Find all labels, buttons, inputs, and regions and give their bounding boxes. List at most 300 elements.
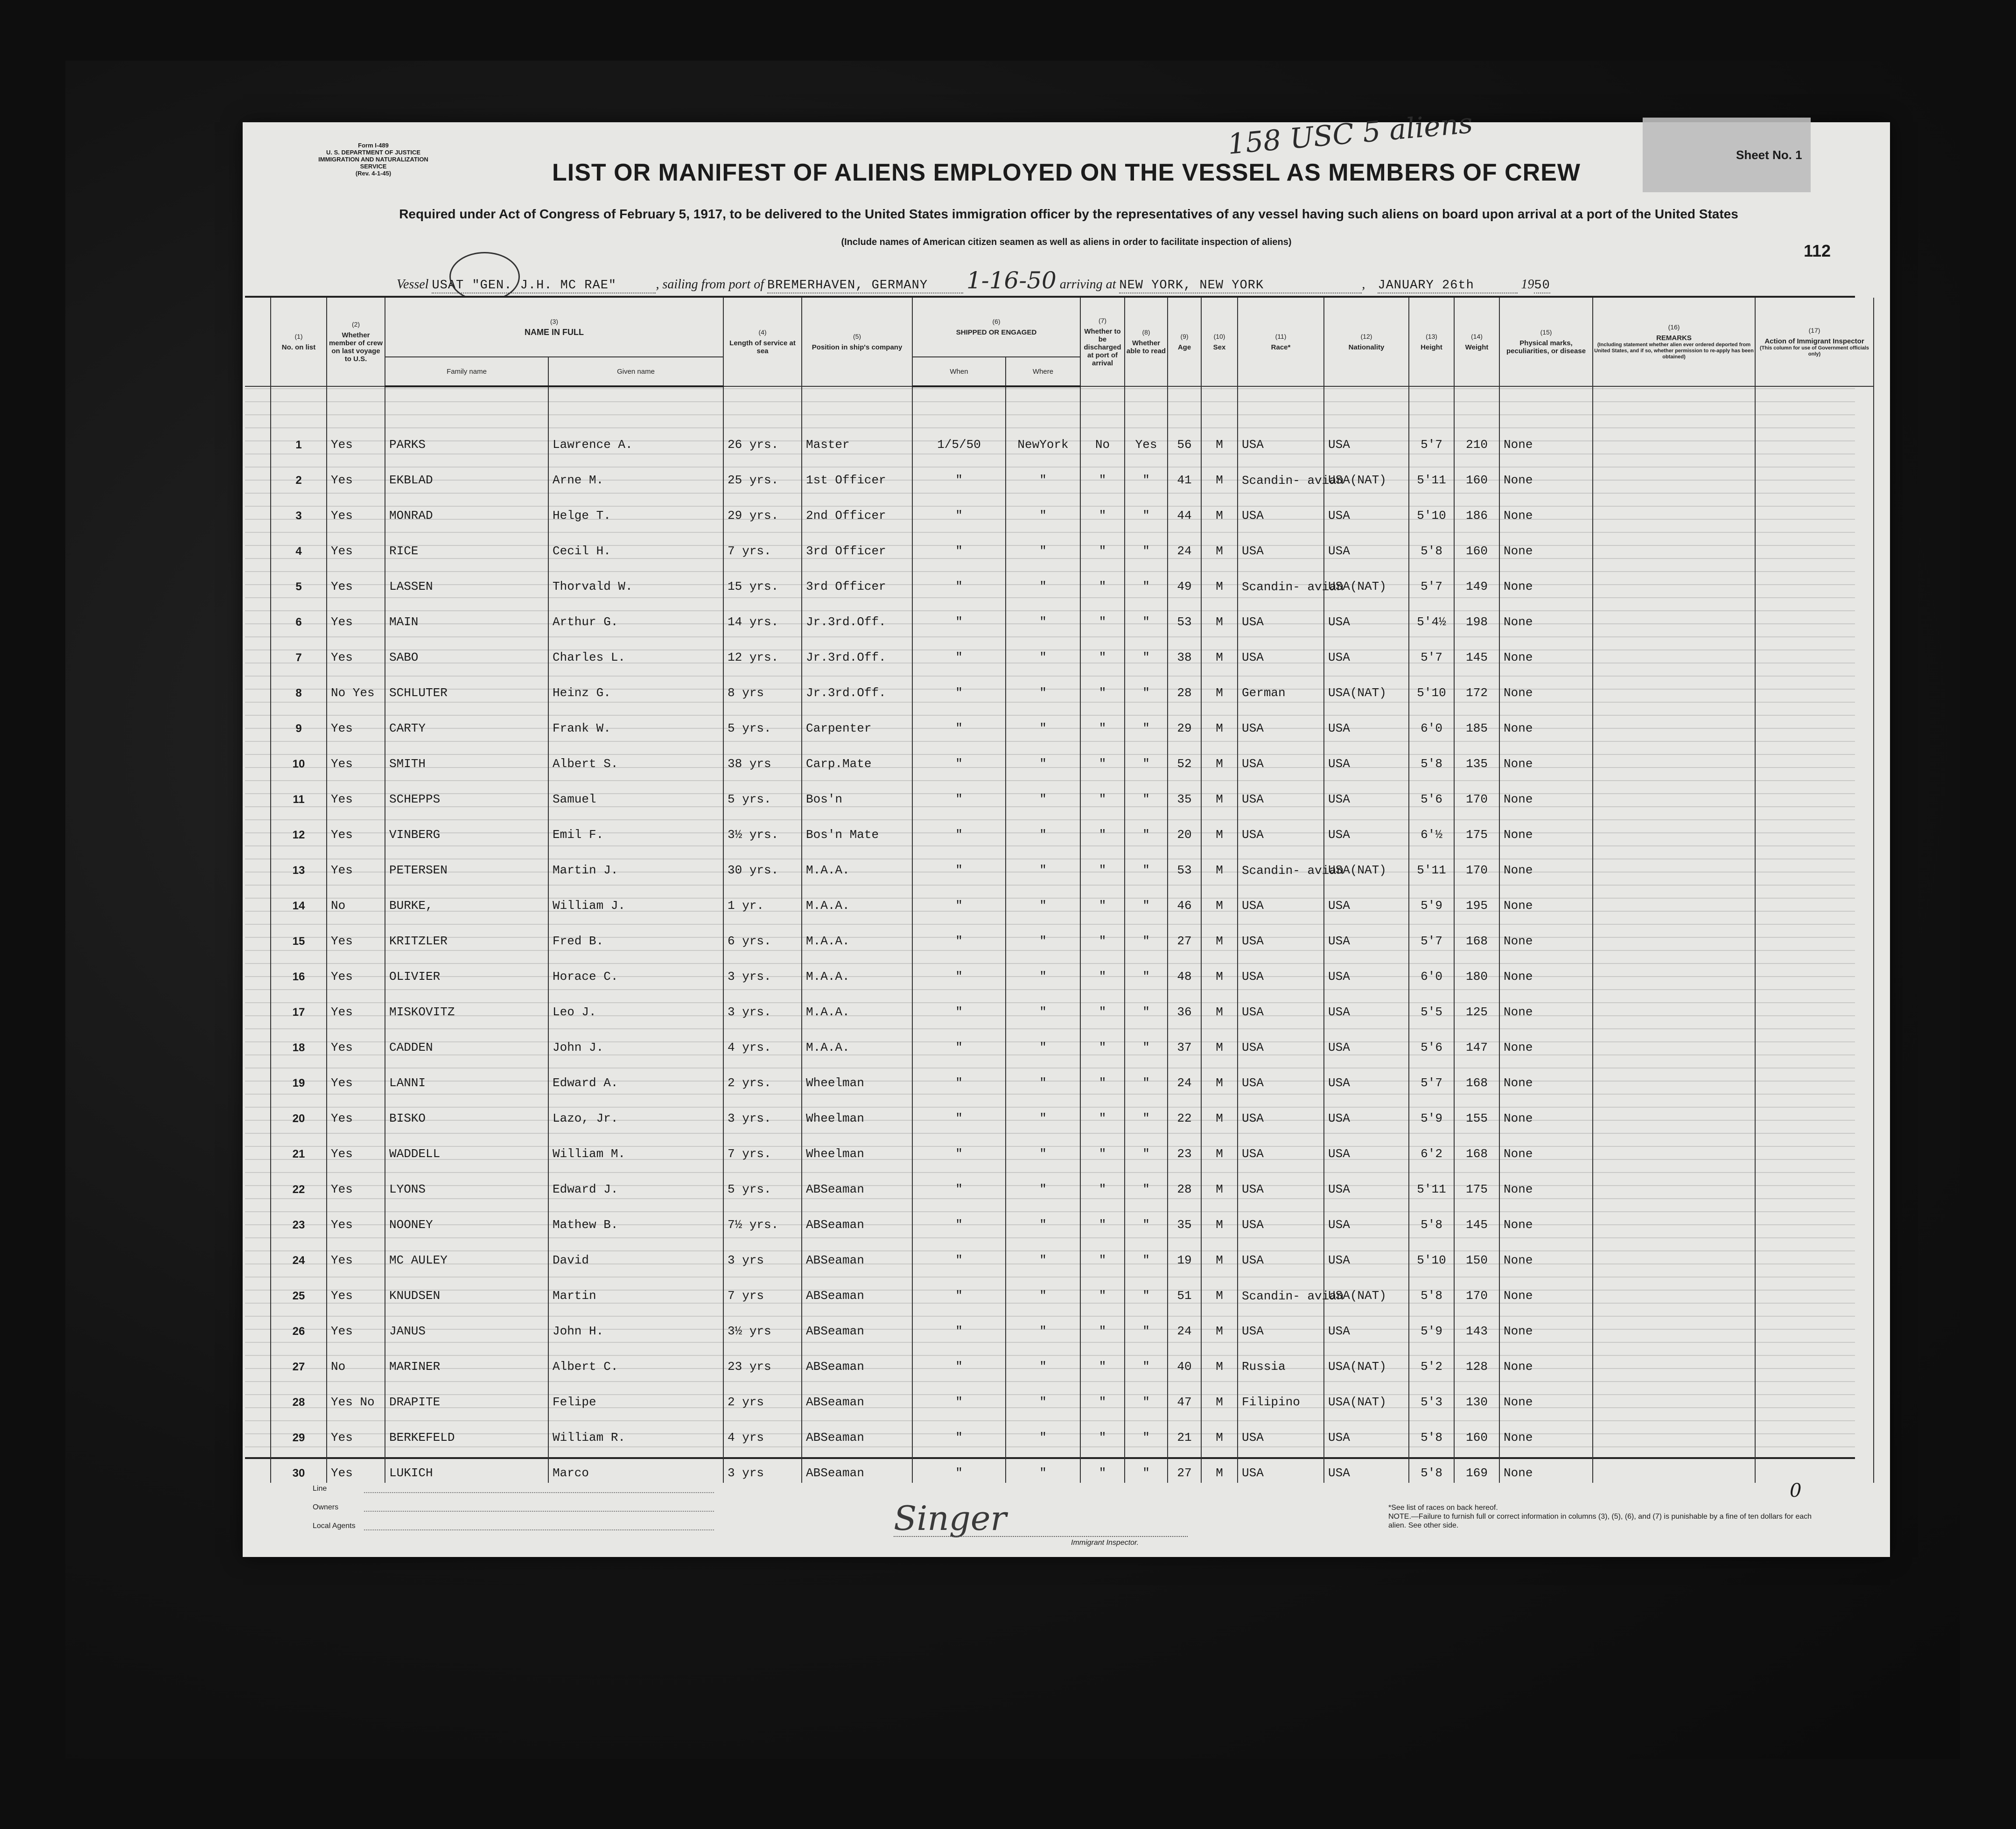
cell-shipped-when: ": [912, 1305, 1006, 1341]
cell-family-name: NOONEY: [385, 1199, 548, 1235]
cell-length-of-service: 4 yrs: [723, 1412, 802, 1447]
cell-remarks: [1593, 490, 1755, 525]
cell-discharged: ": [1080, 915, 1125, 951]
cell-race: USA: [1238, 774, 1324, 809]
cell-list-number: 29: [271, 1412, 327, 1447]
header-inspector-action: (17) Action of Immigrant Inspector (This column for use of Government officials only): [1755, 298, 1874, 386]
cell-position: M.A.A.: [802, 915, 912, 951]
row-spacer-cell: [245, 1412, 271, 1447]
row-spacer-cell: [245, 490, 271, 525]
form-department: U. S. DEPARTMENT OF JUSTICE: [326, 149, 420, 156]
cell-shipped-when: ": [912, 561, 1006, 596]
cell-position: Wheelman: [802, 1093, 912, 1128]
cell-list-number: 18: [271, 1022, 327, 1057]
cell-shipped-when: ": [912, 845, 1006, 880]
cell-race: USA: [1238, 525, 1324, 561]
cell-given-name: Marco: [548, 1447, 723, 1483]
cell-last-voyage: Yes: [327, 738, 385, 774]
cell-weight: 168: [1454, 1128, 1499, 1164]
cell-shipped-when: ": [912, 703, 1006, 738]
cell-length-of-service: 23 yrs: [723, 1341, 802, 1376]
cell-weight: 168: [1454, 1057, 1499, 1093]
cell-able-to-read: ": [1125, 1412, 1168, 1447]
cell-shipped-when: ": [912, 525, 1006, 561]
cell-length-of-service: 38 yrs: [723, 738, 802, 774]
cell-height: 5'7: [1409, 419, 1454, 454]
cell-given-name: Cecil H.: [548, 525, 723, 561]
row-spacer-cell: [245, 1341, 271, 1376]
cell-physical-marks: None: [1499, 774, 1593, 809]
cell-nationality: USA: [1324, 986, 1409, 1022]
cell-shipped-when: ": [912, 809, 1006, 845]
cell-family-name: MC AULEY: [385, 1235, 548, 1270]
row-spacer-cell: [245, 738, 271, 774]
cell-position: Jr.3rd.Off.: [802, 632, 912, 667]
cell-given-name: Fred B.: [548, 915, 723, 951]
cell-list-number: 17: [271, 986, 327, 1022]
cell-list-number: 10: [271, 738, 327, 774]
cell-given-name: Martin: [548, 1270, 723, 1305]
cell-shipped-when: ": [912, 667, 1006, 703]
cell-list-number: 5: [271, 561, 327, 596]
cell-last-voyage: Yes: [327, 1093, 385, 1128]
cell-list-number: 12: [271, 809, 327, 845]
vessel-name: USAT "GEN. J.H. MC RAE": [432, 279, 656, 293]
arrival-year-suffix: 50: [1534, 279, 1550, 293]
vessel-label: Vessel: [397, 277, 429, 292]
cell-shipped-where: ": [1006, 454, 1080, 490]
header-shipped-or-engaged: (6) SHIPPED OR ENGAGED: [912, 298, 1080, 357]
cell-able-to-read: ": [1125, 1022, 1168, 1057]
cell-remarks: [1593, 986, 1755, 1022]
table-row: [245, 525, 1874, 561]
cell-shipped-where: ": [1006, 667, 1080, 703]
cell-discharged: ": [1080, 596, 1125, 632]
cell-physical-marks: None: [1499, 1164, 1593, 1199]
cell-physical-marks: None: [1499, 1093, 1593, 1128]
cell-race: USA: [1238, 1164, 1324, 1199]
cell-race: Scandin- avian: [1238, 845, 1324, 880]
cell-age: 56: [1168, 419, 1201, 454]
cell-sex: M: [1201, 986, 1238, 1022]
cell-nationality: USA: [1324, 632, 1409, 667]
row-spacer-cell: [245, 1093, 271, 1128]
form-number: Form I-489: [358, 142, 389, 149]
cell-inspector-action: [1755, 738, 1874, 774]
corner-mark: 0: [1790, 1480, 1802, 1501]
cell-remarks: [1593, 419, 1755, 454]
cell-weight: 169: [1454, 1447, 1499, 1483]
cell-position: ABSeaman: [802, 1305, 912, 1341]
table-row: [245, 774, 1874, 809]
cell-nationality: USA: [1324, 1164, 1409, 1199]
cell-shipped-where: ": [1006, 1164, 1080, 1199]
inspector-label: Immigrant Inspector.: [1071, 1539, 1139, 1547]
cell-sex: M: [1201, 880, 1238, 915]
cell-physical-marks: None: [1499, 490, 1593, 525]
cell-shipped-when: ": [912, 1447, 1006, 1483]
table-row: [245, 880, 1874, 915]
cell-able-to-read: ": [1125, 525, 1168, 561]
cell-position: Bos'n: [802, 774, 912, 809]
cell-inspector-action: [1755, 915, 1874, 951]
cell-family-name: VINBERG: [385, 809, 548, 845]
cell-height: 5'8: [1409, 1412, 1454, 1447]
cell-physical-marks: None: [1499, 525, 1593, 561]
cell-inspector-action: [1755, 1057, 1874, 1093]
cell-shipped-when: ": [912, 1341, 1006, 1376]
cell-height: 5'11: [1409, 845, 1454, 880]
cell-remarks: [1593, 703, 1755, 738]
cell-race: USA: [1238, 596, 1324, 632]
cell-age: 24: [1168, 1305, 1201, 1341]
cell-discharged: ": [1080, 1412, 1125, 1447]
cell-shipped-when: ": [912, 1412, 1006, 1447]
cell-given-name: William J.: [548, 880, 723, 915]
cell-nationality: USA(NAT): [1324, 561, 1409, 596]
cell-weight: 145: [1454, 632, 1499, 667]
cell-age: 41: [1168, 454, 1201, 490]
cell-inspector-action: [1755, 667, 1874, 703]
cell-shipped-where: ": [1006, 703, 1080, 738]
cell-able-to-read: ": [1125, 1093, 1168, 1128]
header-list-number: (1) No. on list: [271, 298, 327, 386]
cell-last-voyage: Yes: [327, 1270, 385, 1305]
cell-list-number: 11: [271, 774, 327, 809]
table-row: [245, 1235, 1874, 1270]
cell-shipped-when: ": [912, 951, 1006, 986]
cell-list-number: 8: [271, 667, 327, 703]
header-inspector-sub: (This column for use of Government officials only): [1759, 345, 1869, 357]
table-row: [245, 1341, 1874, 1376]
cell-inspector-action: [1755, 809, 1874, 845]
cell-last-voyage: Yes: [327, 490, 385, 525]
cell-position: ABSeaman: [802, 1199, 912, 1235]
cell-physical-marks: None: [1499, 845, 1593, 880]
cell-inspector-action: [1755, 1270, 1874, 1305]
cell-last-voyage: Yes: [327, 845, 385, 880]
header-discharged: (7) Whether to be discharged at port of arrival: [1080, 298, 1125, 386]
cell-able-to-read: ": [1125, 915, 1168, 951]
cell-position: Bos'n Mate: [802, 809, 912, 845]
cell-nationality: USA: [1324, 915, 1409, 951]
cell-nationality: USA(NAT): [1324, 1341, 1409, 1376]
cell-height: 6'0: [1409, 951, 1454, 986]
cell-inspector-action: [1755, 1093, 1874, 1128]
cell-able-to-read: ": [1125, 1199, 1168, 1235]
cell-weight: 186: [1454, 490, 1499, 525]
table-row: [245, 1057, 1874, 1093]
table-row: [245, 454, 1874, 490]
row-spacer-cell: [245, 915, 271, 951]
cell-given-name: Martin J.: [548, 845, 723, 880]
cell-inspector-action: [1755, 1022, 1874, 1057]
cell-physical-marks: None: [1499, 986, 1593, 1022]
cell-shipped-when: ": [912, 1022, 1006, 1057]
row-spacer-cell: [245, 880, 271, 915]
cell-length-of-service: 2 yrs: [723, 1376, 802, 1412]
cell-height: 5'8: [1409, 525, 1454, 561]
cell-sex: M: [1201, 1199, 1238, 1235]
row-spacer-cell: [245, 809, 271, 845]
cell-physical-marks: None: [1499, 915, 1593, 951]
cell-length-of-service: 8 yrs: [723, 667, 802, 703]
cell-length-of-service: 4 yrs.: [723, 1022, 802, 1057]
row-spacer-cell: [245, 525, 271, 561]
cell-able-to-read: ": [1125, 1235, 1168, 1270]
document-title: LIST OR MANIFEST OF ALIENS EMPLOYED ON THE VESSEL AS MEMBERS OF CREW: [552, 159, 1581, 186]
cell-given-name: Emil F.: [548, 809, 723, 845]
cell-length-of-service: 7 yrs.: [723, 525, 802, 561]
cell-physical-marks: None: [1499, 667, 1593, 703]
cell-length-of-service: 26 yrs.: [723, 419, 802, 454]
cell-given-name: John H.: [548, 1305, 723, 1341]
cell-age: 19: [1168, 1235, 1201, 1270]
cell-weight: 170: [1454, 845, 1499, 880]
cell-shipped-where: ": [1006, 951, 1080, 986]
cell-family-name: RICE: [385, 525, 548, 561]
cell-race: USA: [1238, 1022, 1324, 1057]
cell-race: Scandin- avian: [1238, 561, 1324, 596]
cell-discharged: ": [1080, 1022, 1125, 1057]
cell-length-of-service: 3½ yrs.: [723, 809, 802, 845]
cell-weight: 195: [1454, 880, 1499, 915]
cell-given-name: William M.: [548, 1128, 723, 1164]
cell-inspector-action: [1755, 419, 1874, 454]
cell-inspector-action: [1755, 880, 1874, 915]
cell-height: 5'8: [1409, 1199, 1454, 1235]
cell-physical-marks: None: [1499, 1235, 1593, 1270]
cell-position: 3rd Officer: [802, 561, 912, 596]
cell-sex: M: [1201, 1128, 1238, 1164]
cell-physical-marks: None: [1499, 1022, 1593, 1057]
cell-length-of-service: 5 yrs.: [723, 703, 802, 738]
cell-inspector-action: [1755, 986, 1874, 1022]
cell-inspector-action: [1755, 454, 1874, 490]
signature-line: [894, 1536, 1188, 1537]
cell-age: 44: [1168, 490, 1201, 525]
cell-nationality: USA(NAT): [1324, 1270, 1409, 1305]
cell-race: USA: [1238, 738, 1324, 774]
cell-nationality: USA: [1324, 1447, 1409, 1483]
header-age: (9) Age: [1168, 298, 1201, 386]
cell-position: M.A.A.: [802, 845, 912, 880]
cell-last-voyage: Yes: [327, 1164, 385, 1199]
cell-shipped-where: ": [1006, 845, 1080, 880]
cell-shipped-where: ": [1006, 1235, 1080, 1270]
cell-remarks: [1593, 1376, 1755, 1412]
cell-weight: 155: [1454, 1093, 1499, 1128]
line-label: Line: [313, 1485, 327, 1493]
cell-last-voyage: Yes: [327, 1128, 385, 1164]
cell-given-name: Heinz G.: [548, 667, 723, 703]
cell-able-to-read: ": [1125, 561, 1168, 596]
penalty-note: NOTE.—Failure to furnish full or correct information in columns (3), (5), (6), and (7) is punishable by a fine of ten dollars for each alien. See other side.: [1388, 1513, 1812, 1529]
cell-position: ABSeaman: [802, 1412, 912, 1447]
cell-able-to-read: ": [1125, 951, 1168, 986]
cell-length-of-service: 3 yrs: [723, 1447, 802, 1483]
cell-shipped-where: ": [1006, 1057, 1080, 1093]
header-height: (13) Height: [1409, 298, 1454, 386]
cell-shipped-where: ": [1006, 1022, 1080, 1057]
cell-sex: M: [1201, 1341, 1238, 1376]
cell-last-voyage: Yes: [327, 1412, 385, 1447]
table-row: [245, 561, 1874, 596]
cell-length-of-service: 15 yrs.: [723, 561, 802, 596]
cell-position: M.A.A.: [802, 986, 912, 1022]
crew-manifest-table: [245, 298, 1874, 1483]
cell-position: 1st Officer: [802, 454, 912, 490]
header-remarks-sub: (Including statement whether alien ever ordered deported from United States, and if so, whether permission to re-apply has been obtained): [1594, 342, 1754, 360]
cell-position: M.A.A.: [802, 1022, 912, 1057]
header-position: (5) Position in ship's company: [802, 298, 912, 386]
cell-given-name: Felipe: [548, 1376, 723, 1412]
cell-remarks: [1593, 1164, 1755, 1199]
cell-list-number: 4: [271, 525, 327, 561]
cell-length-of-service: 7½ yrs.: [723, 1199, 802, 1235]
cell-sex: M: [1201, 1164, 1238, 1199]
cell-discharged: ": [1080, 1128, 1125, 1164]
cell-position: ABSeaman: [802, 1270, 912, 1305]
cell-nationality: USA: [1324, 703, 1409, 738]
cell-nationality: USA: [1324, 738, 1409, 774]
cell-last-voyage: Yes: [327, 703, 385, 738]
cell-position: Wheelman: [802, 1128, 912, 1164]
cell-last-voyage: No: [327, 880, 385, 915]
cell-nationality: USA: [1324, 1093, 1409, 1128]
header-given-name: Given name: [548, 357, 723, 386]
cell-physical-marks: None: [1499, 1199, 1593, 1235]
cell-height: 5'10: [1409, 1235, 1454, 1270]
cell-list-number: 27: [271, 1341, 327, 1376]
cell-list-number: 30: [271, 1447, 327, 1483]
cell-shipped-when: ": [912, 738, 1006, 774]
cell-race: USA: [1238, 490, 1324, 525]
table-row: [245, 986, 1874, 1022]
cell-position: M.A.A.: [802, 951, 912, 986]
cell-family-name: DRAPITE: [385, 1376, 548, 1412]
manifest-footer: [245, 1457, 1855, 1555]
cell-able-to-read: ": [1125, 738, 1168, 774]
cell-last-voyage: Yes: [327, 986, 385, 1022]
header-length-of-service: (4) Length of service at sea: [723, 298, 802, 386]
cell-discharged: ": [1080, 454, 1125, 490]
cell-able-to-read: ": [1125, 667, 1168, 703]
cell-position: Jr.3rd.Off.: [802, 596, 912, 632]
cell-weight: 143: [1454, 1305, 1499, 1341]
cell-able-to-read: ": [1125, 1305, 1168, 1341]
cell-sex: M: [1201, 1305, 1238, 1341]
table-row: [245, 915, 1874, 951]
cell-list-number: 9: [271, 703, 327, 738]
cell-age: 49: [1168, 561, 1201, 596]
cell-nationality: USA: [1324, 951, 1409, 986]
cell-physical-marks: None: [1499, 738, 1593, 774]
cell-race: Scandin- avian: [1238, 454, 1324, 490]
cell-weight: 175: [1454, 809, 1499, 845]
cell-sex: M: [1201, 845, 1238, 880]
cell-able-to-read: ": [1125, 1057, 1168, 1093]
cell-remarks: [1593, 1093, 1755, 1128]
cell-weight: 135: [1454, 738, 1499, 774]
cell-age: 51: [1168, 1270, 1201, 1305]
cell-shipped-when: ": [912, 986, 1006, 1022]
header-physical-marks: (15) Physical marks, peculiarities, or disease: [1499, 298, 1593, 386]
cell-weight: 170: [1454, 1270, 1499, 1305]
cell-discharged: ": [1080, 809, 1125, 845]
cell-list-number: 13: [271, 845, 327, 880]
cell-given-name: Lawrence A.: [548, 419, 723, 454]
cell-inspector-action: [1755, 1164, 1874, 1199]
table-row: [245, 1270, 1874, 1305]
row-spacer-cell: [245, 419, 271, 454]
cell-discharged: ": [1080, 1341, 1125, 1376]
table-row: [245, 1199, 1874, 1235]
cell-list-number: 2: [271, 454, 327, 490]
cell-shipped-when: ": [912, 490, 1006, 525]
cell-shipped-where: ": [1006, 525, 1080, 561]
cell-discharged: ": [1080, 1057, 1125, 1093]
cell-height: 5'11: [1409, 454, 1454, 490]
cell-family-name: CADDEN: [385, 1022, 548, 1057]
cell-able-to-read: ": [1125, 490, 1168, 525]
sheet-number-value: 1: [1795, 148, 1802, 162]
sail-date: 1-16-50: [966, 267, 1057, 294]
race-note: *See list of races on back hereof.: [1388, 1504, 1498, 1512]
cell-remarks: [1593, 951, 1755, 986]
cell-discharged: ": [1080, 1199, 1125, 1235]
cell-discharged: ": [1080, 667, 1125, 703]
inspector-signature: Singer: [894, 1499, 1007, 1538]
cell-physical-marks: None: [1499, 703, 1593, 738]
header-family-name: Family name: [385, 357, 548, 386]
cell-shipped-where: ": [1006, 1199, 1080, 1235]
cell-list-number: 24: [271, 1235, 327, 1270]
cell-age: 24: [1168, 1057, 1201, 1093]
cell-discharged: ": [1080, 1093, 1125, 1128]
cell-nationality: USA: [1324, 1057, 1409, 1093]
line-field: [364, 1492, 714, 1493]
cell-discharged: ": [1080, 1164, 1125, 1199]
cell-height: 5'7: [1409, 632, 1454, 667]
cell-given-name: Edward A.: [548, 1057, 723, 1093]
cell-list-number: 1: [271, 419, 327, 454]
cell-weight: 160: [1454, 1412, 1499, 1447]
cell-discharged: ": [1080, 525, 1125, 561]
cell-weight: 170: [1454, 774, 1499, 809]
cell-race: Scandin- avian: [1238, 1270, 1324, 1305]
cell-sex: M: [1201, 1447, 1238, 1483]
header-remarks: (16) REMARKS (Including statement whether alien ever ordered deported from United States, and if so, whether permission to re-apply has been obtained): [1593, 298, 1755, 386]
cell-sex: M: [1201, 774, 1238, 809]
cell-given-name: Helge T.: [548, 490, 723, 525]
cell-able-to-read: ": [1125, 454, 1168, 490]
header-shipped-where: Where: [1006, 357, 1080, 386]
cell-given-name: Albert S.: [548, 738, 723, 774]
cell-family-name: BURKE,: [385, 880, 548, 915]
cell-sex: M: [1201, 1412, 1238, 1447]
cell-shipped-when: ": [912, 1128, 1006, 1164]
cell-length-of-service: 7 yrs.: [723, 1128, 802, 1164]
form-service: IMMIGRATION AND NATURALIZATION SERVICE: [318, 156, 428, 170]
cell-race: USA: [1238, 1199, 1324, 1235]
cell-family-name: CARTY: [385, 703, 548, 738]
cell-age: 48: [1168, 951, 1201, 986]
cell-position: Master: [802, 419, 912, 454]
cell-family-name: PETERSEN: [385, 845, 548, 880]
cell-remarks: [1593, 525, 1755, 561]
cell-list-number: 7: [271, 632, 327, 667]
